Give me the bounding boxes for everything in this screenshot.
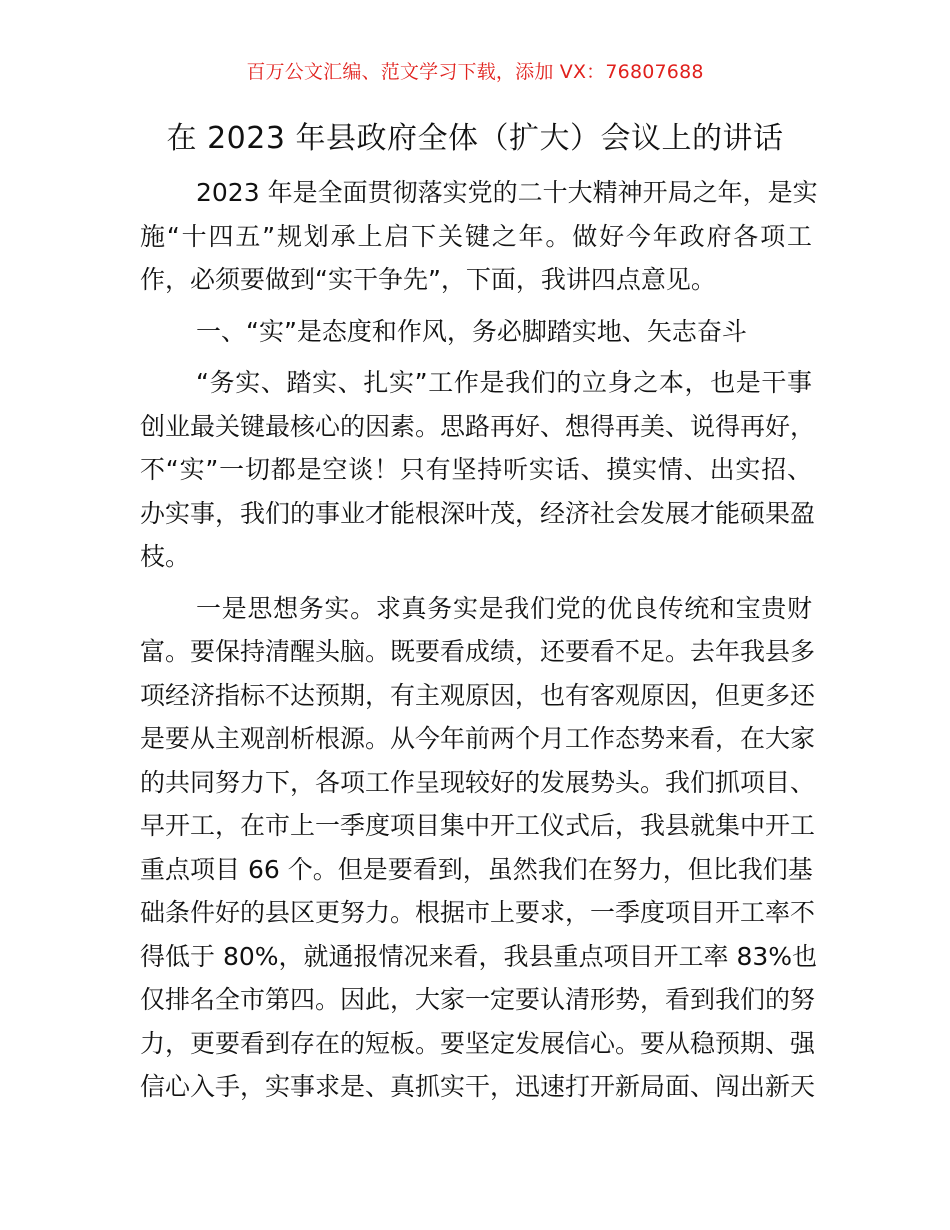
text-line: 办实事，我们的事业才能根深叶茂，经济社会发展才能硕果盈 [140,498,816,528]
text-line: 础条件好的县区更努力。根据市上要求，一季度项目开工率不 [140,898,816,927]
text-line: 一是思想务实。求真务实是我们党的优良传统和宝贵财 [196,593,812,623]
text-line: 施“十四五”规划承上启下关键之年。做好今年政府各项工 [140,221,812,251]
text-line: “务实、踏实、扎实”工作是我们的立身之本，也是干事 [196,368,812,397]
watermark-banner: 百万公文汇编、范文学习下载，添加 VX：76807688 [246,61,704,83]
text-line: 仅排名全市第四。因此，大家一定要认清形势，看到我们的努 [140,985,816,1014]
text-line: 重点项目 66 个。但是要看到，虽然我们在努力，但比我们基 [140,854,813,884]
text-line: 不“实”一切都是空谈！只有坚持听实话、摸实情、出实招、 [140,455,812,484]
text-line: 早开工，在市上一季度项目集中开工仪式后，我县就集中开工 [140,811,816,840]
text-line: 2023 年是全面贯彻落实党的二十大精神开局之年，是实 [196,178,818,207]
text-line: 创业最关键最核心的因素。思路再好、想得再美、说得再好， [140,411,816,441]
document-body [140,171,818,1109]
text-line: 得低于 80%，就通报情况来看，我县重点项目开工率 83%也 [140,941,818,971]
text-line: 枝。 [140,542,191,571]
text-line: 作，必须要做到“实干争先”，下面，我讲四点意见。 [140,265,716,294]
text-line: 项经济指标不达预期，有主观原因，也有客观原因，但更多还 [140,680,816,710]
paragraph-1 [140,361,816,579]
document-title: 在 2023 年县政府全体（扩大）会议上的讲话 [166,121,784,156]
text-line: 的共同努力下，各项工作呈现较好的发展势头。我们抓项目、 [140,767,816,797]
text-line: 是要从主观剖析根源。从今年前两个月工作态势来看，在大家 [140,724,816,753]
text-line: 力，更要看到存在的短板。要坚定发展信心。要从稳预期、强 [140,1028,816,1058]
text-line: 富。要保持清醒头脑。既要看成绩，还要看不足。去年我县多 [140,637,816,666]
paragraph-intro [140,171,818,302]
heading-line: 一、“实”是态度和作风，务必脚踏实地、矢志奋斗 [196,316,747,346]
text-line: 信心入手，实事求是、真抓实干，迅速打开新局面、闯出新天 [140,1072,816,1101]
section-heading-1 [140,310,812,354]
paragraph-2 [140,587,818,1109]
